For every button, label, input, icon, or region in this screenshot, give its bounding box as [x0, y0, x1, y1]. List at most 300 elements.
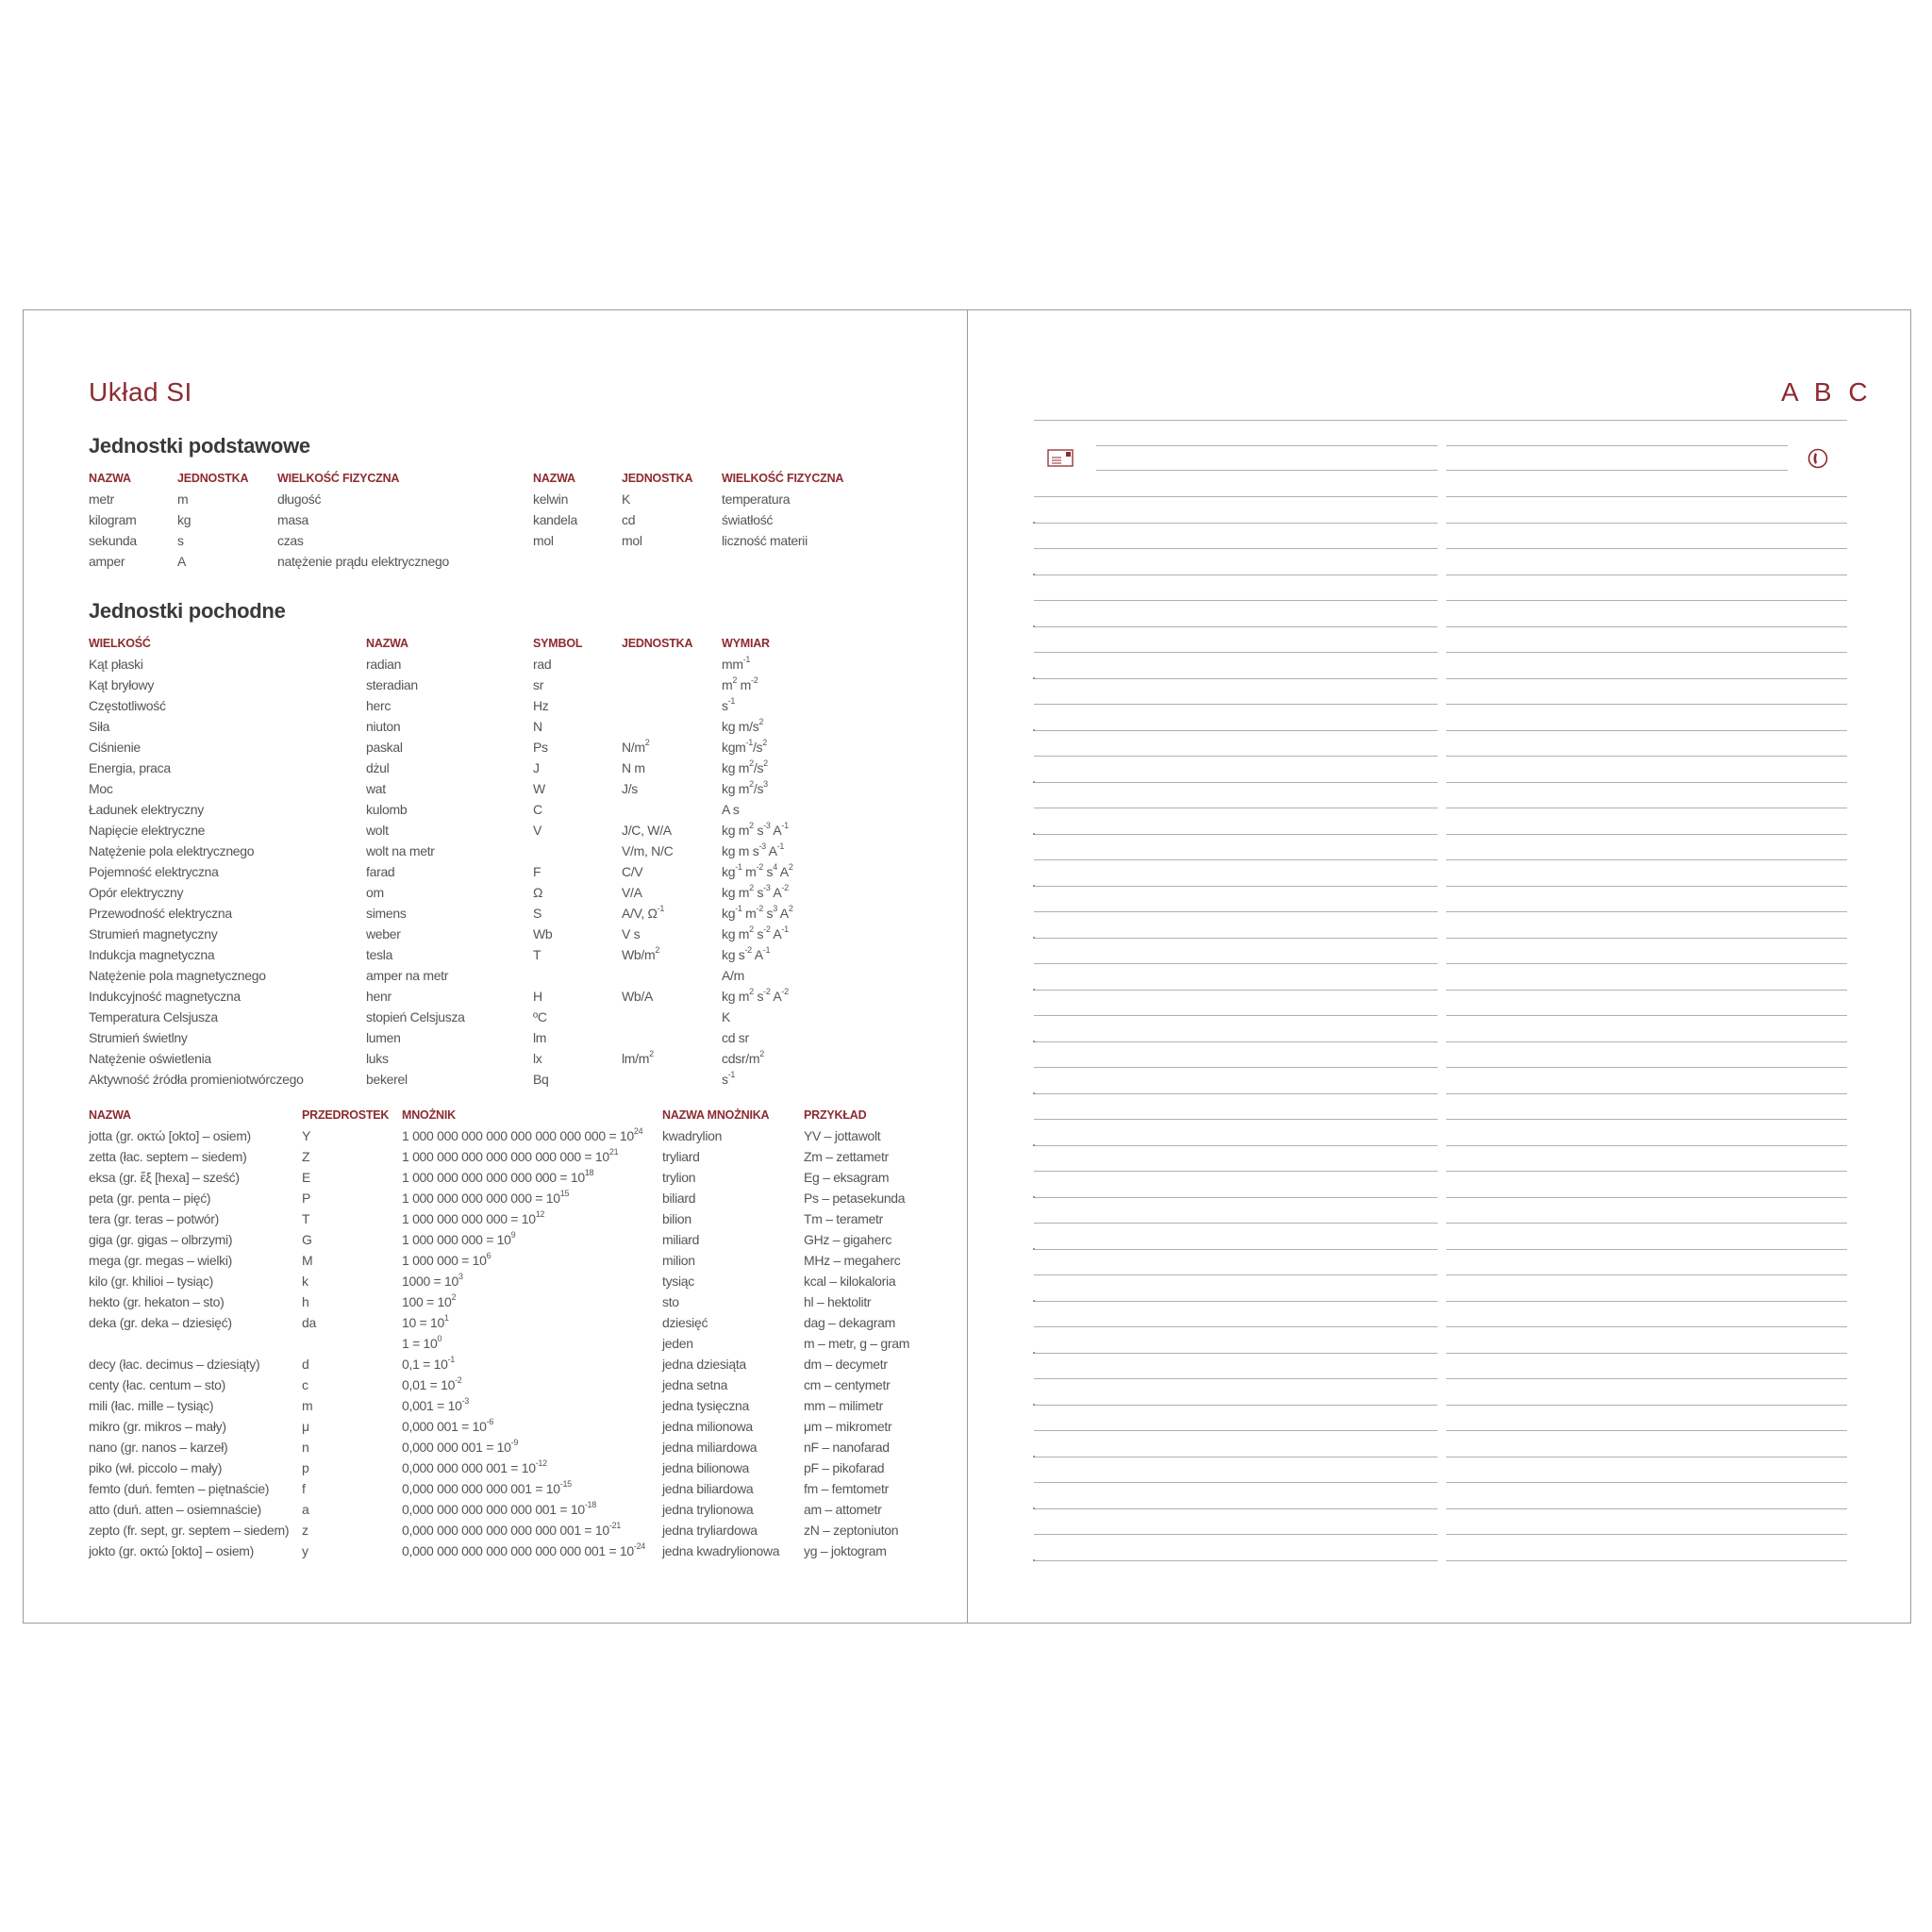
derived-units-header-cell: JEDNOSTKA [622, 637, 693, 650]
prefix-row [89, 1167, 957, 1188]
prefix-row [89, 1229, 957, 1250]
prefix-cell: jedna tryliardowa [662, 1523, 758, 1538]
derived-units-cell: A s [722, 802, 740, 817]
prefix-cell: f [302, 1481, 306, 1496]
prefix-row [89, 1520, 957, 1541]
prefix-cell: zepto (fr. sept, gr. septem – siedem) [89, 1523, 290, 1538]
derived-units-cell: T [533, 947, 541, 962]
prefix-row [89, 1457, 957, 1478]
base-units-header-cell: JEDNOSTKA [177, 472, 249, 485]
prefix-row [89, 1374, 957, 1395]
ruled-line [1034, 1405, 1438, 1406]
derived-units-cell: cd sr [722, 1030, 749, 1045]
ruled-line [1034, 730, 1438, 731]
prefix-cell: atto (duń. atten – osiemnaście) [89, 1502, 261, 1517]
contact-line [1096, 470, 1438, 471]
ruled-line [1446, 1274, 1847, 1275]
prefix-cell: μ [302, 1419, 309, 1434]
derived-units-cell: Pojemność elektryczna [89, 864, 219, 879]
derived-units-cell: $kg^{-1}$ $m^{-2}$ $s^3$ $A^2$ [722, 904, 793, 921]
base-units-cell: kandela [533, 512, 577, 527]
ruled-line [1034, 652, 1438, 653]
ruled-line [1034, 1249, 1438, 1250]
margin-dot [1033, 937, 1035, 939]
ruled-line [1034, 938, 1438, 939]
derived-units-row [89, 986, 957, 1007]
ruled-line [1446, 1508, 1847, 1509]
prefix-cell: $0,1 = 10^{-1}$ [402, 1355, 455, 1372]
ruled-line [1446, 1482, 1847, 1483]
derived-units-cell: Indukcja magnetyczna [89, 947, 215, 962]
derived-units-cell: wolt na metr [366, 843, 435, 858]
derived-units-cell: luks [366, 1051, 389, 1066]
derived-units-cell: kg $m^2/s^2$ [722, 758, 768, 775]
ruled-line [1034, 1145, 1438, 1146]
ruled-line [1034, 1093, 1438, 1094]
derived-units-cell: wat [366, 781, 386, 796]
prefix-cell: Zm – zettametr [804, 1149, 889, 1164]
base-units-table [89, 468, 957, 572]
derived-units-row [89, 1027, 957, 1048]
prefix-cell: 0,000 000 000 000 000 000 $001 = 10^{-21}$ [402, 1521, 621, 1538]
derived-units-cell: amper na metr [366, 968, 449, 983]
header-rule [1034, 420, 1847, 421]
base-units-header-cell: NAZWA [89, 472, 131, 485]
ruled-line [1446, 756, 1847, 757]
margin-dot [1033, 1092, 1035, 1094]
prefix-cell: Y [302, 1128, 311, 1143]
base-units-cell: kelwin [533, 491, 569, 507]
derived-units-cell: Strumień magnetyczny [89, 926, 218, 941]
margin-dot [1033, 1404, 1035, 1406]
derived-units-cell: kg $m/s^2$ [722, 717, 764, 734]
ruled-line [1446, 1041, 1847, 1042]
prefix-cell: YV – jottawolt [804, 1128, 881, 1143]
derived-units-cell: J/C, W/A [622, 823, 672, 838]
base-units-row [89, 509, 957, 530]
prefix-cell: 1 000 000 000 $000 = 10^{12}$ [402, 1209, 545, 1226]
prefix-cell: jotta (gr. οκτώ [okto] – osiem) [89, 1128, 251, 1143]
ruled-line [1034, 834, 1438, 835]
ruled-line [1034, 1171, 1438, 1172]
derived-units-cell: Opór elektryczny [89, 885, 184, 900]
prefix-cell: 1 000 $000 = 10^6$ [402, 1251, 491, 1268]
prefix-cell: $1000 = 10^3$ [402, 1272, 463, 1289]
derived-units-cell: V s [622, 926, 641, 941]
derived-units-cell: V/A [622, 885, 642, 900]
prefix-cell: jedna bilionowa [662, 1460, 750, 1475]
prefix-cell: jedna tysięczna [662, 1398, 750, 1413]
ruled-line [1446, 600, 1847, 601]
derived-units-row [89, 654, 957, 675]
derived-units-cell: Wb [533, 926, 553, 941]
prefix-cell: z [302, 1523, 308, 1538]
prefix-cell: a [302, 1502, 309, 1517]
derived-units-cell: ºC [533, 1009, 547, 1024]
prefix-cell: peta (gr. penta – pięć) [89, 1191, 211, 1206]
margin-dot [1033, 1456, 1035, 1457]
derived-units-cell: C [533, 802, 542, 817]
prefix-cell: trylion [662, 1170, 696, 1185]
base-units-cell: mol [622, 533, 642, 548]
ruled-line [1446, 782, 1847, 783]
derived-units-row [89, 861, 957, 882]
derived-units-cell: Natężenie pola magnetycznego [89, 968, 266, 983]
prefix-cell: $0,01 = 10^{-2}$ [402, 1375, 462, 1392]
derived-units-cell: cdsr/$m^2$ [722, 1049, 764, 1066]
prefix-cell: 0,000 000 000 000 $001 = 10^{-15}$ [402, 1479, 572, 1496]
contact-line [1096, 445, 1438, 446]
prefix-cell: tera (gr. teras – potwór) [89, 1211, 220, 1226]
prefix-row [89, 1188, 957, 1208]
base-units-cell: metr [89, 491, 114, 507]
derived-units-cell: V [533, 823, 542, 838]
prefix-header-cell: NAZWA [89, 1108, 131, 1122]
prefix-cell: Ps – petasekunda [804, 1191, 906, 1206]
prefix-cell: 1 000 000 000 000 000 000 $000 = 10^{21}$ [402, 1147, 619, 1164]
derived-units-header-cell: SYMBOL [533, 637, 583, 650]
prefix-row [89, 1395, 957, 1416]
derived-units-cell: kg $m^2$ $s^{-2}$ $A^{-1}$ [722, 924, 789, 941]
prefix-cell: 1 000 000 000 000 $000 = 10^{15}$ [402, 1189, 570, 1206]
ruled-line [1034, 990, 1438, 991]
base-units-header-row [89, 468, 957, 489]
prefix-header-cell: PRZYKŁAD [804, 1108, 867, 1122]
derived-units-cell: Kąt płaski [89, 657, 143, 672]
prefix-cell: $10 = 10^1$ [402, 1313, 449, 1330]
base-units-row [89, 489, 957, 509]
contact-line [1446, 470, 1788, 471]
base-units-header-cell: WIELKOŚĆ FIZYCZNA [722, 472, 844, 485]
ruled-line [1034, 1482, 1438, 1483]
ruled-line [1446, 1534, 1847, 1535]
ruled-line [1446, 1015, 1847, 1016]
base-units-cell: masa [277, 512, 309, 527]
derived-units-cell: Wb/A [622, 989, 654, 1004]
derived-units-cell: herc [366, 698, 391, 713]
prefix-cell: mega (gr. megas – wielki) [89, 1253, 233, 1268]
prefix-cell: sto [662, 1294, 679, 1309]
ruled-line [1034, 600, 1438, 601]
envelope-icon [1047, 449, 1074, 467]
derived-units-cell: $Wb/m^2$ [622, 945, 660, 962]
derived-units-cell: kg m $s^{-3}$ $A^{-1}$ [722, 841, 785, 858]
margin-dot [1033, 522, 1035, 524]
phone-icon [1807, 448, 1828, 469]
derived-units-cell: Natężenie oświetlenia [89, 1051, 211, 1066]
prefix-cell: giga (gr. gigas – olbrzymi) [89, 1232, 233, 1247]
derived-units-cell: N m [622, 760, 645, 775]
ruled-line [1446, 548, 1847, 549]
prefix-cell: mikro (gr. mikros – mały) [89, 1419, 226, 1434]
prefix-cell: hekto (gr. hekaton – sto) [89, 1294, 225, 1309]
prefix-cell: h [302, 1294, 309, 1309]
derived-units-cell: paskal [366, 740, 403, 755]
ruled-line [1034, 1301, 1438, 1302]
prefix-cell: c [302, 1377, 308, 1392]
ruled-line [1446, 1197, 1847, 1198]
prefix-cell: jokto (gr. οκτώ [okto] – osiem) [89, 1543, 255, 1558]
ruled-line [1034, 1015, 1438, 1016]
ruled-line [1034, 626, 1438, 627]
prefix-cell: nano (gr. nanos – karzeł) [89, 1440, 228, 1455]
prefix-cell: k [302, 1274, 308, 1289]
derived-units-cell: W [533, 781, 545, 796]
base-units-cell: kilogram [89, 512, 137, 527]
derived-units-cell: $m^2$ $m^{-2}$ [722, 675, 758, 692]
ruled-line [1446, 886, 1847, 887]
derived-units-cell: kg $m^2$ $s^{-3}$ $A^{-1}$ [722, 821, 789, 838]
derived-units-cell: $mm^{-1}$ [722, 655, 751, 672]
derived-units-cell: $s^{-1}$ [722, 1070, 736, 1087]
base-units-cell: długość [277, 491, 322, 507]
prefix-cell: decy (łac. decimus – dziesiąty) [89, 1357, 260, 1372]
derived-units-row [89, 882, 957, 903]
margin-dot [1033, 1300, 1035, 1302]
prefix-cell: jedna trylionowa [662, 1502, 754, 1517]
ruled-line [1446, 1326, 1847, 1327]
prefix-cell: M [302, 1253, 313, 1268]
base-units-cell: czas [277, 533, 304, 548]
prefix-cell: da [302, 1315, 316, 1330]
prefix-header-cell: NAZWA MNOŻNIKA [662, 1108, 770, 1122]
page-title: Układ SI [89, 377, 192, 407]
prefix-cell: 1 000 000 000 000 000 000 000 $000 = 10^{24}$ [402, 1126, 643, 1143]
prefix-cell: 0,000 000 $001 = 10^{-9}$ [402, 1438, 519, 1455]
prefix-cell: 1 000 000 $000 = 10^9$ [402, 1230, 516, 1247]
prefix-cell: dziesięć [662, 1315, 708, 1330]
derived-units-cell: lx [533, 1051, 542, 1066]
base-units-cell: m [177, 491, 189, 507]
derived-units-heading: Jednostki pochodne [89, 599, 286, 623]
derived-units-cell: dżul [366, 760, 390, 775]
ruled-line [1446, 1560, 1847, 1561]
ruled-line [1034, 1067, 1438, 1068]
prefix-cell: jedna milionowa [662, 1419, 753, 1434]
ruled-line [1034, 496, 1438, 497]
derived-units-cell: Hz [533, 698, 549, 713]
derived-units-cell: weber [366, 926, 401, 941]
derived-units-cell: lm [533, 1030, 547, 1045]
base-units-row [89, 551, 957, 572]
derived-units-row [89, 1007, 957, 1027]
margin-dot [1033, 1507, 1035, 1509]
ruled-line [1446, 1067, 1847, 1068]
ruled-line [1446, 938, 1847, 939]
margin-dot [1033, 989, 1035, 991]
ruled-line [1034, 1223, 1438, 1224]
derived-units-cell: Strumień świetlny [89, 1030, 188, 1045]
prefix-cell: T [302, 1211, 310, 1226]
derived-units-cell: Kąt bryłowy [89, 677, 155, 692]
derived-units-cell: Bq [533, 1072, 549, 1087]
prefix-row [89, 1416, 957, 1437]
page-spine [967, 309, 968, 1624]
derived-units-cell: $kg^{-1}$ $m^{-2}$ $s^4$ $A^2$ [722, 862, 793, 879]
derived-units-row [89, 965, 957, 986]
margin-dot [1033, 833, 1035, 835]
ruled-line [1034, 859, 1438, 860]
base-units-cell: s [177, 533, 184, 548]
derived-units-row [89, 675, 957, 695]
prefix-row [89, 1291, 957, 1312]
derived-units-row [89, 944, 957, 965]
derived-units-cell: henr [366, 989, 391, 1004]
prefix-row [89, 1478, 957, 1499]
ruled-line [1446, 626, 1847, 627]
prefix-cell: Eg – eksagram [804, 1170, 890, 1185]
prefix-cell: m [302, 1398, 313, 1413]
base-units-header-cell: NAZWA [533, 472, 575, 485]
prefix-cell: p [302, 1460, 309, 1475]
derived-units-row [89, 924, 957, 944]
prefix-cell: zN – zeptoniuton [804, 1523, 899, 1538]
ruled-line [1034, 756, 1438, 757]
contact-line [1446, 445, 1788, 446]
derived-units-cell: S [533, 906, 542, 921]
margin-dot [1033, 625, 1035, 627]
base-units-cell: temperatura [722, 491, 791, 507]
ruled-line [1034, 782, 1438, 783]
derived-units-cell: N [533, 719, 542, 734]
derived-units-cell: Ω [533, 885, 543, 900]
ruled-line [1446, 911, 1847, 912]
prefix-header-cell: MNOŻNIK [402, 1108, 456, 1122]
prefix-header-cell: PRZEDROSTEK [302, 1108, 390, 1122]
prefix-cell: $1 = 10^0$ [402, 1334, 442, 1351]
ruled-line [1446, 1430, 1847, 1431]
prefix-cell: jeden [662, 1336, 693, 1351]
prefix-cell: mili (łac. mille – tysiąc) [89, 1398, 214, 1413]
derived-units-cell: kulomb [366, 802, 408, 817]
ruled-line [1446, 704, 1847, 705]
index-letters: A B C [1781, 377, 1873, 407]
derived-units-cell: F [533, 864, 541, 879]
prefix-cell: tryliard [662, 1149, 700, 1164]
derived-units-cell: Moc [89, 781, 113, 796]
derived-units-cell: bekerel [366, 1072, 408, 1087]
margin-dot [1033, 1196, 1035, 1198]
prefix-cell: $0,001 = 10^{-3}$ [402, 1396, 469, 1413]
prefix-cell: G [302, 1232, 312, 1247]
prefix-cell: piko (wł. piccolo – mały) [89, 1460, 223, 1475]
prefix-cell: eksa (gr. ἕξ [hexa] – sześć) [89, 1170, 240, 1185]
derived-units-cell: $s^{-1}$ [722, 696, 736, 713]
derived-units-cell: Energia, praca [89, 760, 171, 775]
ruled-line [1034, 886, 1438, 887]
ruled-line [1034, 911, 1438, 912]
prefix-row [89, 1437, 957, 1457]
prefix-cell: am – attometr [804, 1502, 882, 1517]
derived-units-row [89, 716, 957, 737]
prefix-cell: 0,000 000 000 $001 = 10^{-12}$ [402, 1458, 547, 1475]
prefix-header-row [89, 1105, 957, 1125]
ruled-line [1446, 1405, 1847, 1406]
prefix-cell: E [302, 1170, 311, 1185]
derived-units-cell: stopień Celsjusza [366, 1009, 465, 1024]
prefix-cell: 0,000 000 000 000 000 000 000 $001 = 10^{-24}$ [402, 1541, 646, 1558]
prefix-cell: bilion [662, 1211, 691, 1226]
derived-units-cell: Aktywność źródła promieniotwórczego [89, 1072, 304, 1087]
derived-units-header-cell: WYMIAR [722, 637, 770, 650]
derived-units-cell: C/V [622, 864, 643, 879]
prefix-row [89, 1250, 957, 1271]
derived-units-cell: kg $m^2/s^3$ [722, 779, 768, 796]
prefix-cell: 0,000 000 000 000 000 $001 = 10^{-18}$ [402, 1500, 596, 1517]
ruled-line [1446, 963, 1847, 964]
margin-dot [1033, 729, 1035, 731]
derived-units-cell: Ciśnienie [89, 740, 141, 755]
derived-units-cell: $N/m^2$ [622, 738, 650, 755]
ruled-line [1446, 1119, 1847, 1120]
margin-dot [1033, 1352, 1035, 1354]
derived-units-row [89, 1069, 957, 1090]
prefix-cell: centy (łac. centum – sto) [89, 1377, 226, 1392]
prefix-cell: dag – dekagram [804, 1315, 895, 1330]
derived-units-cell: radian [366, 657, 402, 672]
base-units-heading: Jednostki podstawowe [89, 434, 310, 458]
derived-units-row [89, 778, 957, 799]
derived-units-cell: Przewodność elektryczna [89, 906, 232, 921]
prefix-cell: nF – nanofarad [804, 1440, 890, 1455]
derived-units-cell: Napięcie elektryczne [89, 823, 206, 838]
derived-units-row [89, 695, 957, 716]
prefix-row [89, 1499, 957, 1520]
ruled-line [1446, 652, 1847, 653]
prefix-cell: miliard [662, 1232, 700, 1247]
prefix-cell: jedna setna [662, 1377, 728, 1392]
derived-units-cell: Częstotliwość [89, 698, 166, 713]
derived-units-row [89, 737, 957, 758]
margin-dot [1033, 1559, 1035, 1561]
ruled-line [1446, 1145, 1847, 1146]
base-units-cell: natężenie prądu elektrycznego [277, 554, 449, 569]
prefix-cell: MHz – megaherc [804, 1253, 901, 1268]
ruled-line [1446, 1378, 1847, 1379]
ruled-line [1034, 1197, 1438, 1198]
ruled-line [1034, 678, 1438, 679]
derived-units-cell: kg $m^2$ $s^{-2}$ $A^{-2}$ [722, 987, 789, 1004]
ruled-line [1034, 1119, 1438, 1120]
prefix-cell: milion [662, 1253, 695, 1268]
derived-units-cell: $lm/m^2$ [622, 1049, 654, 1066]
prefix-cell: m – metr, g – gram [804, 1336, 910, 1351]
ruled-line [1446, 678, 1847, 679]
prefix-cell: d [302, 1357, 309, 1372]
derived-units-cell: A/m [722, 968, 744, 983]
ruled-line [1446, 834, 1847, 835]
derived-units-cell: sr [533, 677, 544, 692]
derived-units-cell: K [722, 1009, 731, 1024]
derived-units-header-cell: WIELKOŚĆ [89, 637, 151, 650]
ruled-line [1446, 1171, 1847, 1172]
prefix-cell: kcal – kilokaloria [804, 1274, 896, 1289]
derived-units-cell: J/s [622, 781, 638, 796]
prefix-cell: cm – centymetr [804, 1377, 891, 1392]
ruled-line [1034, 1378, 1438, 1379]
ruled-line [1034, 1353, 1438, 1354]
base-units-header-cell: JEDNOSTKA [622, 472, 693, 485]
base-units-cell: kg [177, 512, 192, 527]
prefix-cell: kwadrylion [662, 1128, 723, 1143]
derived-units-cell: V/m, N/C [622, 843, 674, 858]
prefix-cell: n [302, 1440, 309, 1455]
ruled-line [1446, 1353, 1847, 1354]
base-units-row [89, 530, 957, 551]
margin-dot [1033, 1144, 1035, 1146]
derived-units-cell: Indukcyjność magnetyczna [89, 989, 241, 1004]
prefix-cell: 1 000 000 000 000 000 $000 = 10^{18}$ [402, 1168, 594, 1185]
